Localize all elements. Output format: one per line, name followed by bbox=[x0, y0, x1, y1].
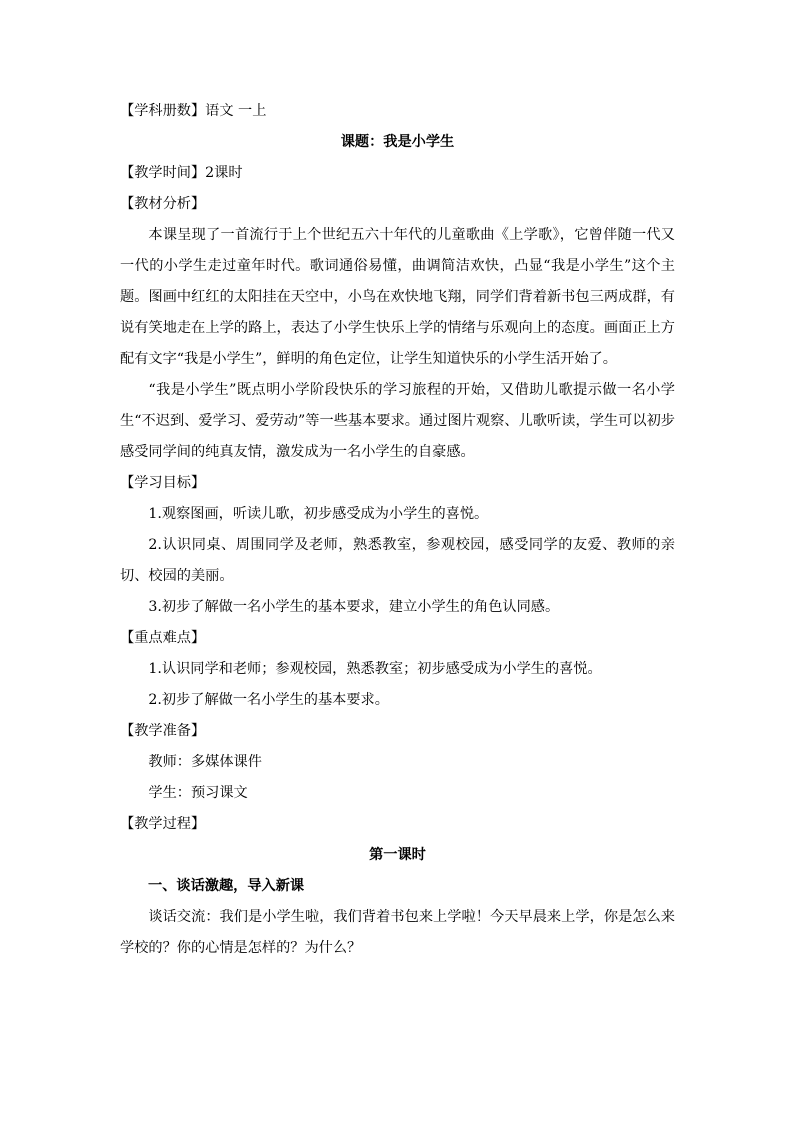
key-point-item-1: 1.认识同学和老师；参观校园，熟悉教室；初步感受成为小学生的喜悦。 bbox=[148, 661, 602, 677]
material-analysis-heading: 【教材分析】 bbox=[120, 196, 206, 212]
learning-goal-item-2: 2.认识同桌、周围同学及老师，熟悉教室，参观校园，感受同学的友爱、教师的亲 切、校园的美丽。 bbox=[120, 537, 675, 584]
learning-goal-item-3: 3.初步了解做一名小学生的基本要求，建立小学生的角色认同感。 bbox=[148, 599, 560, 615]
lesson-title: 课题：我是小学生 bbox=[340, 134, 455, 150]
preparation-heading: 【教学准备】 bbox=[120, 723, 206, 739]
learning-goals-heading: 【学习目标】 bbox=[120, 475, 206, 491]
process-heading: 【教学过程】 bbox=[120, 816, 206, 832]
section-one-heading: 一、谈话激趣，导入新课 bbox=[148, 878, 305, 894]
document-page bbox=[120, 96, 675, 964]
intro-dialogue-paragraph: 谈话交流：我们是小学生啦，我们背着书包来上学啦！今天早晨来上学，你是怎么来学校的？你的心情是怎样的？为什么？ bbox=[120, 909, 675, 956]
teaching-time-line: 【教学时间】2课时 bbox=[120, 165, 243, 181]
preparation-student: 学生：预习课文 bbox=[148, 785, 248, 801]
subject-grade-line: 【学科册数】语文 一上 bbox=[120, 103, 267, 119]
preparation-teacher: 教师：多媒体课件 bbox=[148, 754, 262, 770]
key-points-heading: 【重点难点】 bbox=[120, 630, 206, 646]
learning-goal-item-1: 1.观察图画，听读儿歌，初步感受成为小学生的喜悦。 bbox=[148, 506, 489, 522]
material-analysis-paragraph-2: “我是小学生”既点明小学阶段快乐的学习旅程的开始，又借助儿歌提示做一名小学生“不迟到、爱学习、爱劳动”等一些基本要求。通过图片观察、儿歌听读，学生可以初步感受同学间的纯真友情，激发成为一名小学生的自豪感。 bbox=[120, 382, 675, 460]
material-analysis-paragraph-1: 本课呈现了一首流行于上个世纪五六十年代的儿童歌曲《上学歌》，它曾伴随一代又一代的小学生走过童年时代。歌词通俗易懂，曲调简洁欢快，凸显“我是小学生”这个主题。图画中红红的太阳挂在天空中，小鸟在欢快地飞翔，同学们背着新书包三两成群，有说有笑地走在上学的路上，表达了小学生快乐上学的情绪与乐观向上的态度。画面正上方配有文字“我是小学生”，鲜明的角色定位，让学生知道快乐的小学生活开始了。 bbox=[120, 227, 675, 367]
key-point-item-2: 2.初步了解做一名小学生的基本要求。 bbox=[148, 692, 389, 708]
lesson-one-title: 第一课时 bbox=[369, 847, 426, 863]
